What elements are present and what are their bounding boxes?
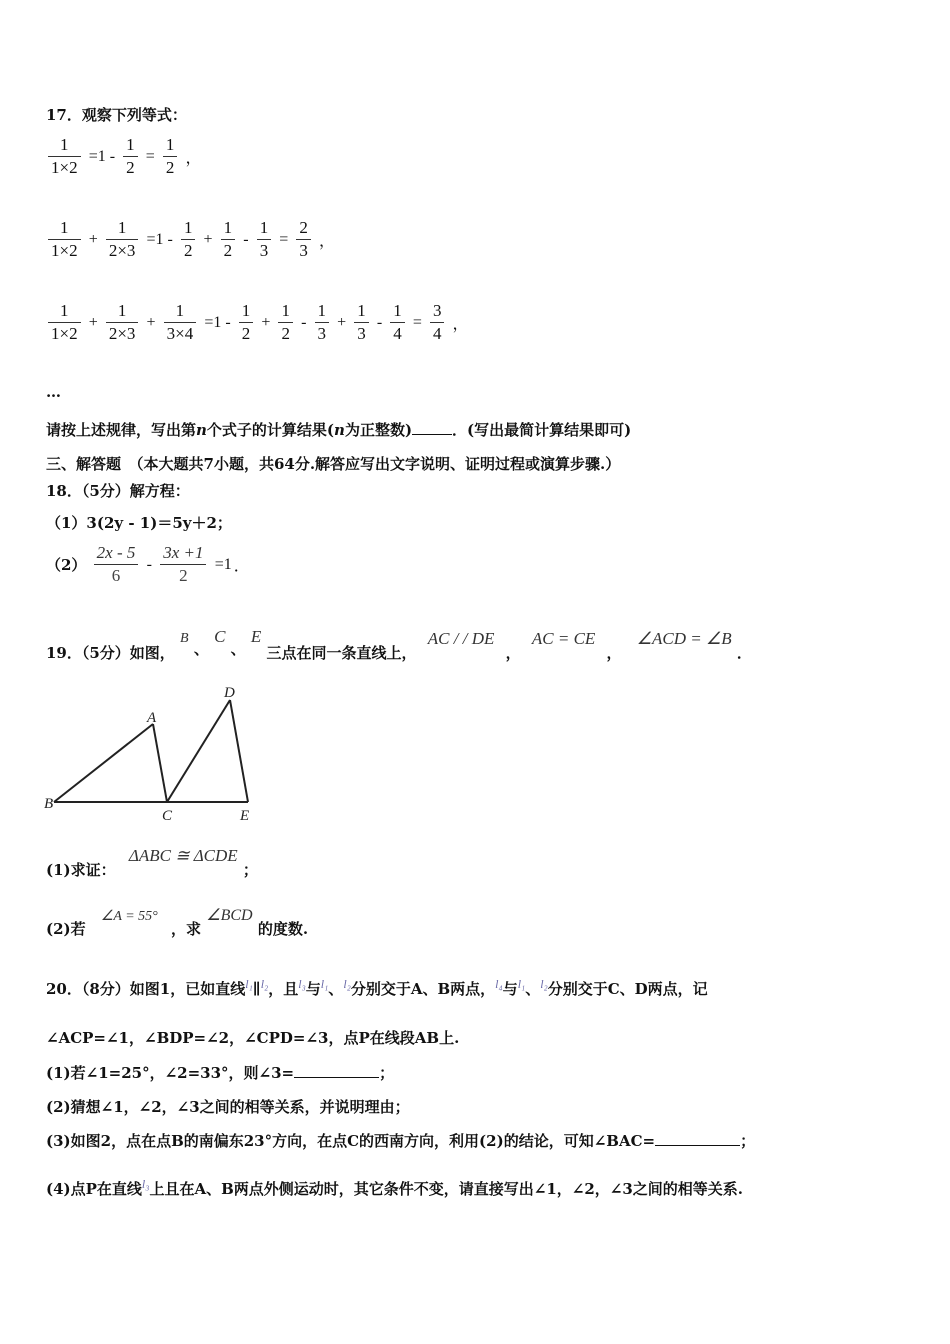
line-de — [230, 700, 248, 802]
fraction: $\frac{1}{2}$ — [163, 134, 178, 179]
q20-definitions: ∠ACP=∠1，∠BDP=∠2，∠CPD=∠3，点P在线段AB上. — [46, 1029, 460, 1047]
q19-part1: (1)求证： ΔABC ≅ ΔCDE ； — [46, 846, 258, 879]
fraction: $\frac{1}{2}$ — [123, 134, 138, 179]
q20-part2: (2)猜想∠1，∠2，∠3之间的相等关系，并说明理由； — [46, 1098, 410, 1116]
label-d: D — [224, 685, 235, 701]
q20-part1: (1)若∠1=25°，∠2=33°，则∠3= ； — [46, 1064, 395, 1082]
label-b: B — [44, 796, 54, 812]
q19-title: 19．（5分）如图， B 、 C 、 E 三点在同一条直线上， AC / / DE ， AC = CE ， ∠ACD = ∠B ． — [46, 627, 752, 662]
q17-title: 17．观察下列等式： — [46, 106, 187, 124]
q19-figure — [40, 680, 270, 830]
q17-equation-3: $\frac{1}{1\times 2}$ + $\frac{1}{2\times 3}$ + $\frac{1}{3\times 4}$ =1 - $\frac{1}{2}$ + $\frac{1}{2}$ - $\frac{1}{3}$ + $\frac{1}{3}$ - $\frac{1}{4}$ = $\frac{3}{4}$ ， — [46, 300, 470, 345]
q20-part3: (3)如图2，点在点B的南偏东23°方向，在点C的西南方向，利用(2)的结论，可知∠BAC= ； — [46, 1132, 756, 1150]
answer-blank[interactable] — [655, 1145, 740, 1146]
q18-part2: （2） $\frac{2x - 5}{6}$ - $\frac{3x +1}{2}$ =1 ． — [46, 543, 250, 585]
section-3-heading: 三、解答题 （本大题共7小题，共64分.解答应写出文字说明、证明过程或演算步骤.） — [46, 455, 621, 473]
q17-ellipsis: … — [46, 383, 61, 401]
q18-part1: （1）3(2y - 1)＝5y＋2； — [46, 514, 232, 532]
q17-question: 请按上述规律，写出第n个式子的计算结果(n为正整数) ．(写出最简计算结果即可) — [46, 421, 632, 439]
label-c: C — [162, 808, 173, 824]
answer-blank[interactable] — [294, 1077, 379, 1078]
label-e: E — [240, 808, 250, 824]
line-ba — [54, 724, 153, 802]
fraction: $\frac{1}{1\times 2}$ — [48, 134, 81, 179]
q19-part2: (2)若 ∠A = 55° ，求 ∠BCD 的度数. — [46, 907, 309, 938]
answer-blank[interactable] — [412, 434, 452, 435]
q17-equation-1: $\frac{1}{1\times 2}$ =1 - $\frac{1}{2}$ = $\frac{1}{2}$ ， — [46, 134, 202, 179]
label-a: A — [147, 710, 157, 726]
q17-equation-2: $\frac{1}{1\times 2}$ + $\frac{1}{2\times 3}$ =1 - $\frac{1}{2}$ + $\frac{1}{2}$ - $\frac{1}{3}$ = $\frac{2}{3}$ ， — [46, 217, 336, 262]
q20-part4: (4)点P在直线$^{l_3}$上且在A、B两点外侧运动时，其它条件不变，请直接写出∠1，∠2，∠3之间的相等关系. — [46, 1177, 743, 1198]
line-ac — [153, 724, 167, 802]
q20-intro: 20．（8分）如图1，已如直线$^{l_1}$∥$^{l_2}$，且$^{l_3}$与$^{l_1}$、$^{l_2}$分别交于A、B两点，$^{l_4}$与$^{l_1}$、$^{l_2}$分别交于C、D两点，记 — [46, 977, 708, 998]
q18-title: 18．（5分）解方程： — [46, 482, 190, 500]
line-cd — [167, 700, 230, 802]
